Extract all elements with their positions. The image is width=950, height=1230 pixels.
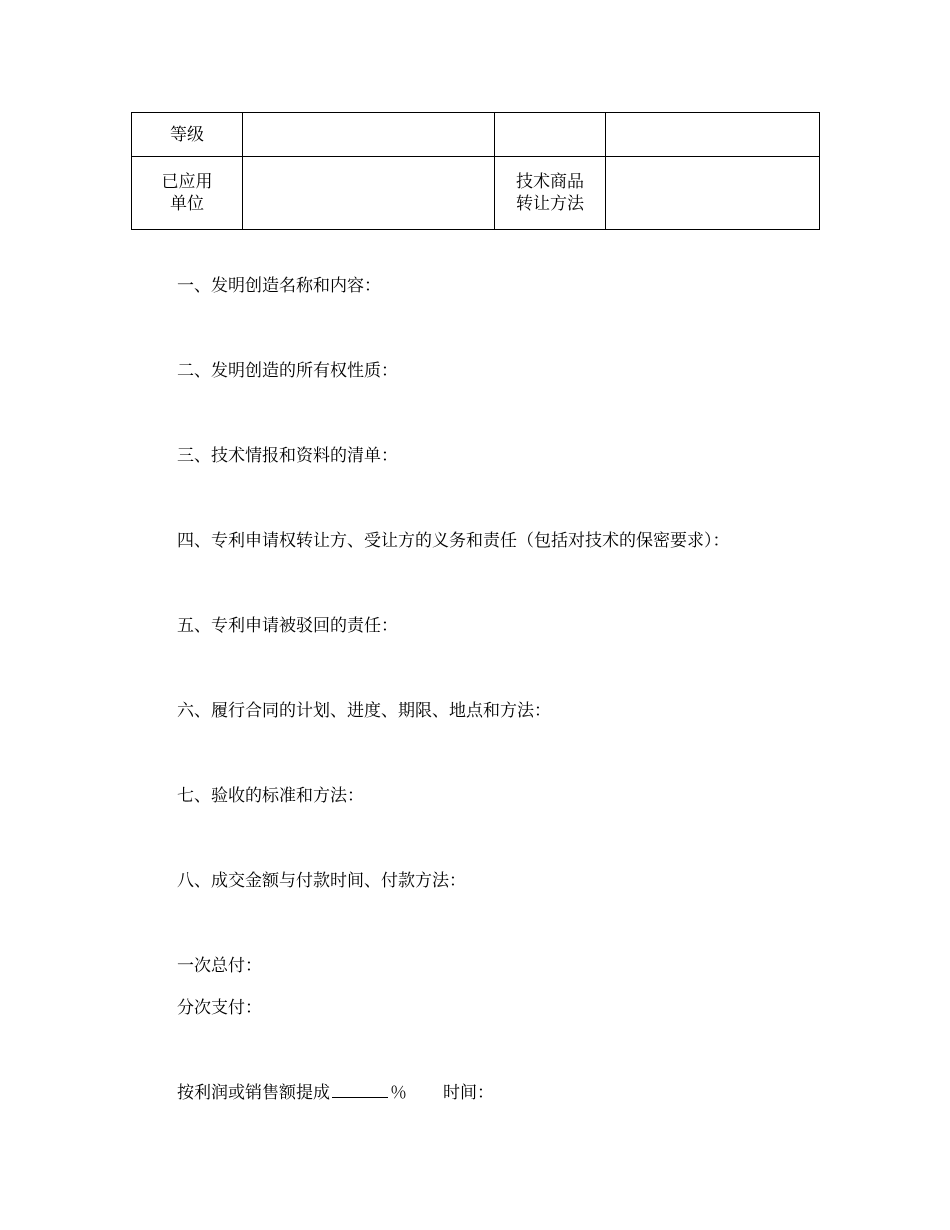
clause-3: 三、技术情报和资料的清单： [177,446,398,466]
applied-unit-label-cell [132,157,243,230]
grade-label-cell [132,113,243,157]
empty-value-cell [606,113,820,157]
transfer-method-label: 技术商品 转让方法 [516,172,584,214]
commission-line [177,1080,494,1105]
clause-4: 四、专利申请权转让方、受让方的义务和责任（包括对技术的保密要求）： [177,531,730,551]
grade-value-cell [243,113,495,157]
applied-unit-value-cell [243,157,495,230]
applied-unit-label: 已应用 单位 [161,172,213,214]
grade-label: 等级 [170,124,204,145]
transfer-method-label-cell [495,157,606,230]
percent-sign: ％ [390,1083,407,1103]
clause-7: 七、验收的标准和方法： [177,786,364,806]
clause-8: 八、成交金额与付款时间、付款方法： [177,871,466,891]
clause-1: 一、发明创造名称和内容： [177,276,381,296]
clause-2: 二、发明创造的所有权性质： [177,361,398,381]
installments-line: 分次支付： [177,998,262,1018]
info-table [131,112,820,230]
commission-prefix: 按利润或销售额提成 [177,1083,330,1103]
commission-percent-blank[interactable] [332,1080,388,1098]
clause-5: 五、专利申请被驳回的责任： [177,616,398,636]
time-label: 时间： [443,1083,494,1103]
clause-6: 六、履行合同的计划、进度、期限、地点和方法： [177,701,551,721]
lump-sum-line: 一次总付： [177,956,262,976]
transfer-method-value-cell [606,157,820,230]
table-row [132,113,820,157]
table-row [132,157,820,230]
empty-label-cell [495,113,606,157]
